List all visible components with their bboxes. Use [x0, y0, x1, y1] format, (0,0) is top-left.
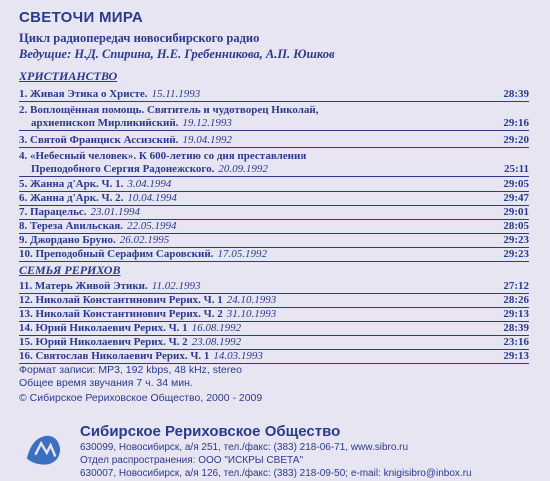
track-title: 7. Парацельс.	[19, 206, 87, 218]
track-duration: 28:26	[503, 294, 529, 306]
track-title: 15. Юрий Николаевич Рерих. Ч. 2	[19, 336, 188, 348]
track-row	[19, 308, 529, 322]
track-date: 16.08.1992	[191, 322, 242, 334]
track-row	[19, 234, 529, 248]
track-title: 16. Святослав Николаевич Рерих. Ч. 1	[19, 350, 210, 362]
track-duration: 29:01	[503, 206, 529, 218]
track-duration: 28:05	[503, 220, 529, 232]
page-title: СВЕТОЧИ МИРА	[19, 9, 144, 26]
track-row	[19, 192, 529, 206]
track-row	[19, 336, 529, 350]
track-date: 19.12.1993	[182, 117, 232, 129]
subtitle: Цикл радиопередач новосибирского радио	[19, 31, 260, 45]
track-row	[19, 220, 529, 234]
org-contacts: 630007, Новосибирск, а/я 126, тел./факс: (383) 218-09-50; e-mail: knigisibro@inbox.ru	[80, 468, 472, 479]
track-title: 6. Жанна д'Арк. Ч. 2.	[19, 192, 124, 204]
total-time: Общее время звучания 7 ч. 34 мин.	[19, 377, 193, 389]
track-date: 11.02.1993	[151, 280, 201, 292]
track-title: 3. Святой Франциск Ассизский.	[19, 134, 179, 146]
format-info: Формат записи: MP3, 192 kbps, 48 kHz, stereo	[19, 364, 242, 376]
track-duration: 27:12	[503, 280, 529, 292]
org-name: Сибирское Рериховское Общество	[80, 423, 341, 440]
track-duration: 23:16	[503, 336, 529, 348]
track-row	[19, 178, 529, 192]
track-title: Преподобного Сергия Радонежского.	[31, 163, 215, 175]
track-date: 19.04.1992	[182, 134, 232, 146]
track-row	[19, 248, 529, 262]
track-row	[19, 280, 529, 294]
track-title: 1. Живая Этика о Христе.	[19, 88, 148, 100]
track-date: 17.05.1992	[217, 248, 267, 260]
track-title: 11. Матерь Живой Этики.	[19, 280, 148, 292]
track-duration: 25:11	[503, 163, 529, 175]
track-title: 4. «Небесный человек». К 600-летию со дня преставления	[19, 150, 307, 162]
track-row	[19, 350, 529, 364]
track-row	[19, 104, 529, 131]
track-row	[19, 134, 529, 148]
track-title: архиепископ Мирликийский.	[31, 117, 179, 129]
track-duration: 29:20	[503, 134, 529, 146]
org-address: 630099, Новосибирск, а/я 251, тел./факс: (383) 218-06-71, www.sibro.ru	[80, 442, 409, 453]
track-duration: 29:16	[503, 117, 529, 129]
track-row	[19, 294, 529, 308]
track-date: 31.10.1993	[226, 308, 277, 320]
track-title: 13. Николай Константинович Рерих. Ч. 2	[19, 308, 223, 320]
track-title: 14. Юрий Николаевич Рерих. Ч. 1	[19, 322, 188, 334]
track-date: 15.11.1993	[151, 88, 201, 100]
track-title: 10. Преподобный Серафим Саровский.	[19, 248, 214, 260]
track-duration: 28:39	[503, 322, 529, 334]
track-title: 5. Жанна д'Арк. Ч. 1.	[19, 178, 124, 190]
track-date: 10.04.1994	[127, 192, 177, 204]
track-duration: 28:39	[503, 88, 529, 100]
track-date: 23.01.1994	[90, 206, 141, 218]
track-date: 24.10.1993	[226, 294, 277, 306]
track-title: 2. Воплощённая помощь. Святитель и чудотворец Николай,	[19, 104, 319, 116]
track-date: 26.02.1995	[119, 234, 170, 246]
section-title: ХРИСТИАНСТВО	[19, 69, 118, 83]
logo-icon	[24, 430, 62, 468]
track-duration: 29:13	[503, 350, 529, 362]
track-row	[19, 88, 529, 102]
track-date: 22.05.1994	[126, 220, 177, 232]
track-date: 3.04.1994	[127, 178, 172, 190]
track-duration: 29:47	[503, 192, 529, 204]
track-duration: 29:13	[503, 308, 529, 320]
track-title: 9. Джордано Бруно.	[19, 234, 116, 246]
track-row	[19, 150, 529, 177]
track-date: 14.03.1993	[213, 350, 263, 362]
track-date: 20.09.1992	[218, 163, 268, 175]
track-duration: 29:23	[503, 234, 529, 246]
track-title: 8. Тереза Авильская.	[19, 220, 123, 232]
copyright: © Сибирское Рериховское Общество, 2000 - 2009	[19, 392, 263, 404]
track-title: 12. Николай Константинович Рерих. Ч. 1	[19, 294, 223, 306]
track-duration: 29:05	[503, 178, 529, 190]
org-distribution: Отдел распространения: ООО "ИСКРЫ СВЕТА"	[80, 455, 303, 466]
track-date: 23.08.1992	[191, 336, 242, 348]
track-row	[19, 322, 529, 336]
hosts: Ведущие: Н.Д. Спирина, Н.Е. Гребенникова, А.П. Юшков	[19, 47, 335, 61]
section-title: СЕМЬЯ РЕРИХОВ	[19, 263, 121, 277]
track-duration: 29:23	[503, 248, 529, 260]
track-row	[19, 206, 529, 220]
